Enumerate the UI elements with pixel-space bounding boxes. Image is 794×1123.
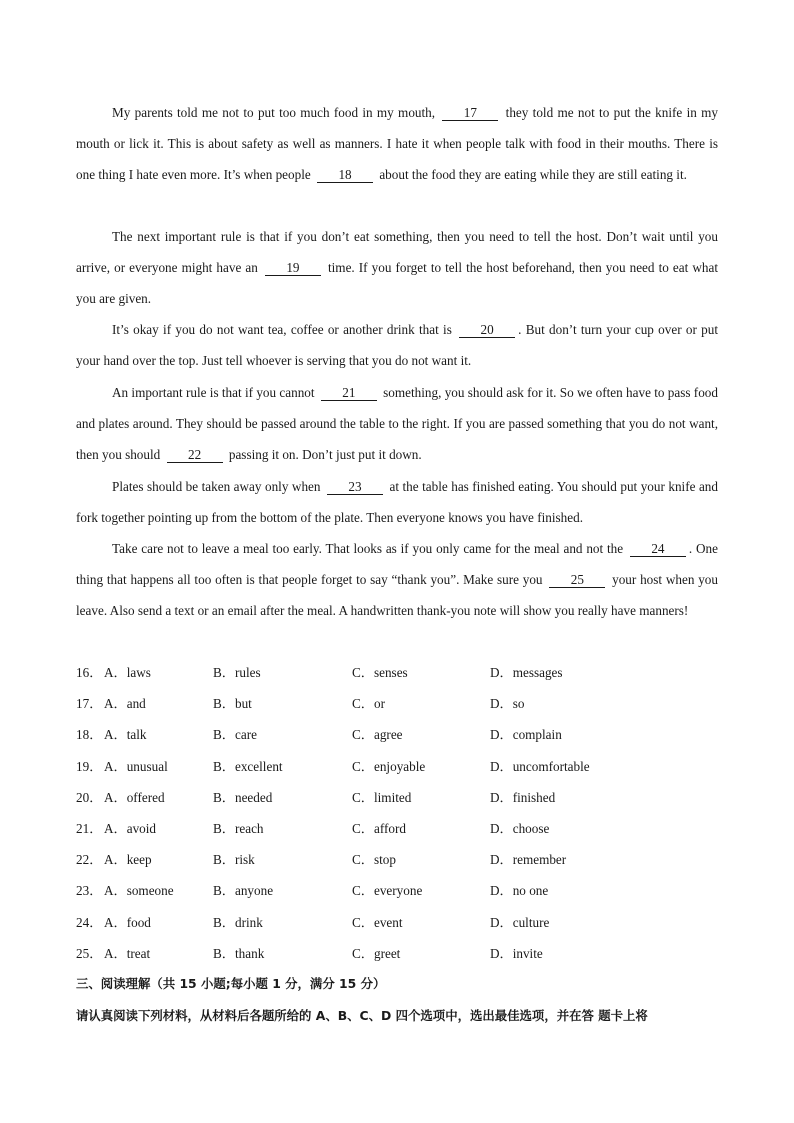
passage-text: . One thing that happens all too often is that people forget to say “thank you”. Make sure you <box>76 541 718 588</box>
option-d: D．so <box>490 696 525 712</box>
passage-text: they told me not to put the knife in my mouth or lick it. This is about safety as well as manners. I hate it when people talk with food in their mouths. There is one thing I hate even more. It’s when people <box>76 105 718 183</box>
question-row <box>76 850 718 870</box>
passage-paragraph <box>76 533 718 627</box>
section-instruction: 请认真阅读下列材料，从材料后各题所给的 A、B、C、D 四个选项中，选出最佳选项，并在答 题卡上将 <box>76 1008 648 1023</box>
option-b: B．but <box>213 696 252 712</box>
option-d: D．remember <box>490 852 567 868</box>
option-c: C．event <box>352 914 403 930</box>
option-a: A．food <box>104 914 151 930</box>
option-c: C．limited <box>352 789 412 805</box>
passage-text: passing it on. Don’t just put it down. <box>225 447 422 463</box>
question-row <box>76 725 718 745</box>
blank-19: 19 <box>265 261 321 276</box>
question-row <box>76 663 718 683</box>
option-d: D．choose <box>490 821 550 836</box>
passage-text: your host when you leave. Also send a text or an email after the meal. A handwritten thank-you note will show you really have manners! <box>76 572 718 619</box>
blank-20: 20 <box>459 323 515 338</box>
question-row <box>76 694 718 714</box>
option-c: C．senses <box>352 665 408 680</box>
passage-text: . But don’t turn your cup over or put your hand over the top. Just tell whoever is serving that you do not want it. <box>76 322 718 369</box>
option-a: A．treat <box>104 945 151 961</box>
option-a: A．talk <box>104 727 147 743</box>
question-number: 17． <box>76 696 103 712</box>
question-row <box>76 788 718 808</box>
option-a: A．laws <box>104 665 151 680</box>
question-number: 24． <box>76 914 103 930</box>
option-c: C．or <box>352 696 385 712</box>
passage-text: The next important rule is that if you don’t eat something, then you need to tell the host. Don’t wait until you arrive, or everyone might have an <box>76 229 718 276</box>
option-b: B．risk <box>213 852 255 868</box>
passage-paragraph <box>76 97 718 191</box>
option-a: A．offered <box>104 789 165 805</box>
option-a: A．and <box>104 696 146 712</box>
passage-paragraph <box>76 221 718 315</box>
option-c: C．afford <box>352 821 406 836</box>
option-c: C．agree <box>352 727 403 743</box>
option-c: C．greet <box>352 945 401 961</box>
option-d: D．finished <box>490 789 556 805</box>
passage-text: It’s okay if you do not want tea, coffee or another drink that is <box>112 322 457 337</box>
passage-paragraph <box>76 377 718 471</box>
passage-paragraph <box>76 314 718 376</box>
blank-17: 17 <box>442 106 498 121</box>
passage-text: Plates should be taken away only when <box>112 479 324 494</box>
option-d: D．culture <box>490 914 550 930</box>
blank-18: 18 <box>317 168 373 183</box>
option-a: A．someone <box>104 883 174 899</box>
option-d: D．uncomfortable <box>490 758 590 774</box>
option-b: B．drink <box>213 914 263 930</box>
option-d: D．invite <box>490 945 543 961</box>
blank-24: 24 <box>630 542 686 557</box>
option-d: D．complain <box>490 727 562 743</box>
question-number: 16． <box>76 665 103 680</box>
option-b: B．anyone <box>213 883 274 899</box>
question-row <box>76 913 718 933</box>
question-row <box>76 881 718 901</box>
option-a: A．unusual <box>104 758 168 774</box>
question-number: 20． <box>76 789 103 805</box>
option-b: B．needed <box>213 789 273 805</box>
option-b: B．excellent <box>213 758 283 774</box>
option-a: A．avoid <box>104 821 157 836</box>
option-a: A．keep <box>104 852 152 868</box>
blank-21: 21 <box>321 386 377 401</box>
passage-paragraph <box>76 471 718 533</box>
option-d: D．no one <box>490 883 549 899</box>
question-number: 23． <box>76 883 103 899</box>
question-row <box>76 757 718 777</box>
option-b: B．thank <box>213 945 265 961</box>
passage-text: Take care not to leave a meal too early. That looks as if you only came for the meal and not the <box>112 541 627 556</box>
question-number: 18． <box>76 727 103 743</box>
passage-text: My parents told me not to put too much food in my mouth, <box>112 105 440 120</box>
option-c: C．stop <box>352 852 396 868</box>
question-number: 19． <box>76 758 103 774</box>
blank-22: 22 <box>167 448 223 463</box>
passage-text: something, you should ask for it. So we often have to pass food and plates around. They should be passed around the table to the right. If you are passed something that you do not want, then you should <box>76 385 718 463</box>
option-b: B．reach <box>213 821 264 836</box>
question-number: 21． <box>76 821 103 836</box>
option-b: B．care <box>213 727 257 743</box>
passage-text: An important rule is that if you cannot <box>112 385 318 400</box>
blank-25: 25 <box>549 573 605 588</box>
passage-text: time. If you forget to tell the host beforehand, then you need to eat what you are given. <box>76 260 718 307</box>
section-title: 三、阅读理解（共 15 小题;每小题 1 分，满分 15 分） <box>76 976 386 991</box>
option-c: C．everyone <box>352 883 423 899</box>
option-c: C．enjoyable <box>352 758 426 774</box>
question-number: 25． <box>76 945 103 961</box>
passage-text: about the food they are eating while they are still eating it. <box>376 167 687 183</box>
blank-23: 23 <box>327 480 383 495</box>
question-number: 22． <box>76 852 103 868</box>
option-d: D．messages <box>490 665 563 680</box>
passage-text: at the table has finished eating. You should put your knife and fork together pointing up from the bottom of the plate. Then everyone knows you have finished. <box>76 479 718 526</box>
question-row <box>76 819 718 839</box>
option-b: B．rules <box>213 665 261 680</box>
question-row <box>76 944 718 964</box>
